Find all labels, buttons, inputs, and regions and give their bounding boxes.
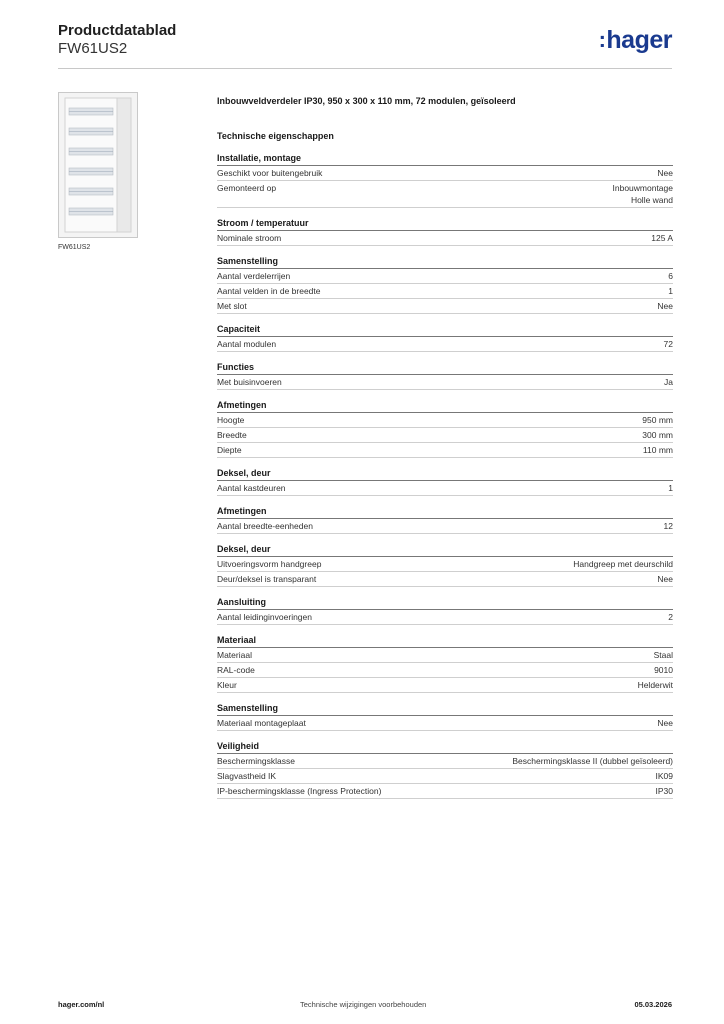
spec-row — [217, 716, 673, 731]
spec-row — [217, 610, 673, 625]
spec-value — [643, 444, 673, 456]
spec-value-line: 12 — [663, 521, 673, 531]
section-title: Deksel, deur — [217, 467, 673, 481]
spec-row — [217, 166, 673, 181]
spec-value — [654, 649, 673, 661]
spec-label: Aantal verdelerrijen — [217, 271, 291, 281]
spec-label: Nominale stroom — [217, 233, 282, 243]
spec-label: Slagvastheid IK — [217, 771, 277, 781]
spec-value-line: Beschermingsklasse II (dubbel geïsoleerd) — [512, 756, 673, 766]
spec-label: Gemonteerd op — [217, 183, 277, 193]
spec-row — [217, 663, 673, 678]
spec-section — [217, 740, 673, 799]
footer-disclaimer: Technische wijzigingen voorbehouden — [300, 1000, 427, 1009]
section-title: Materiaal — [217, 634, 673, 648]
spec-value-line: Handgreep met deurschild — [573, 559, 673, 569]
spec-row — [217, 443, 673, 458]
section-title: Stroom / temperatuur — [217, 217, 673, 231]
spec-label: Breedte — [217, 430, 247, 440]
spec-value-line: 300 mm — [642, 430, 673, 440]
spec-value-line: Ja — [664, 377, 673, 387]
spec-content — [217, 96, 673, 808]
spec-row — [217, 231, 673, 246]
spec-value — [656, 770, 674, 782]
section-title: Capaciteit — [217, 323, 673, 337]
spec-value — [657, 573, 673, 585]
header-divider — [58, 68, 672, 69]
section-title: Samenstelling — [217, 255, 673, 269]
spec-section — [217, 255, 673, 314]
spec-value — [668, 482, 673, 494]
spec-label: Aantal modulen — [217, 339, 277, 349]
spec-value-line: 6 — [668, 271, 673, 281]
spec-value-line: 950 mm — [642, 415, 673, 425]
section-title: Veiligheid — [217, 740, 673, 754]
spec-value-line: 1 — [668, 286, 673, 296]
spec-value — [573, 558, 673, 570]
spec-value-line: Nee — [657, 168, 673, 178]
spec-row — [217, 337, 673, 352]
spec-label: Met slot — [217, 301, 247, 311]
spec-row — [217, 284, 673, 299]
spec-section — [217, 152, 673, 208]
section-title: Afmetingen — [217, 399, 673, 413]
spec-value — [642, 429, 673, 441]
spec-section — [217, 596, 673, 625]
spec-value — [512, 755, 673, 767]
spec-row — [217, 181, 673, 208]
spec-row — [217, 648, 673, 663]
spec-value-line: Nee — [657, 718, 673, 728]
spec-row — [217, 519, 673, 534]
spec-value — [664, 520, 673, 532]
spec-value-line: Nee — [657, 301, 673, 311]
spec-section — [217, 505, 673, 534]
spec-label: RAL-code — [217, 665, 255, 675]
tech-properties-title: Technische eigenschappen — [217, 131, 334, 141]
spec-section — [217, 634, 673, 693]
spec-label: Materiaal montageplaat — [217, 718, 306, 728]
spec-row — [217, 413, 673, 428]
spec-row — [217, 557, 673, 572]
spec-label: Diepte — [217, 445, 242, 455]
spec-value-line: 2 — [668, 612, 673, 622]
footer-date: 05.03.2026 — [634, 1000, 672, 1009]
spec-label: Aantal breedte-eenheden — [217, 521, 313, 531]
spec-value-line: Nee — [657, 574, 673, 584]
spec-value — [668, 270, 673, 282]
spec-value — [668, 285, 673, 297]
spec-label: Kleur — [217, 680, 237, 690]
spec-section — [217, 361, 673, 390]
spec-label: Beschermingsklasse — [217, 756, 295, 766]
spec-row — [217, 769, 673, 784]
spec-value — [668, 611, 673, 623]
spec-sections — [217, 152, 673, 799]
product-image — [58, 92, 138, 238]
spec-value-line: 110 mm — [642, 445, 673, 455]
product-code: FW61US2 — [58, 40, 128, 57]
spec-row — [217, 678, 673, 693]
spec-label: IP-beschermingsklasse (Ingress Protection) — [217, 786, 382, 796]
spec-label: Aantal velden in de breedte — [217, 286, 321, 296]
spec-value-line: 1 — [668, 483, 673, 493]
section-title: Samenstelling — [217, 702, 673, 716]
spec-value-line: IP30 — [655, 786, 673, 796]
spec-value-line: Helderwit — [637, 680, 673, 690]
section-title: Afmetingen — [217, 505, 673, 519]
product-image-caption: FW61US2 — [58, 244, 91, 251]
spec-value — [664, 376, 673, 388]
spec-value — [657, 167, 673, 179]
section-title: Aansluiting — [217, 596, 673, 610]
spec-value-line: IK09 — [655, 771, 673, 781]
spec-value-line: 125 A — [651, 233, 673, 243]
spec-value — [656, 785, 674, 797]
spec-row — [217, 754, 673, 769]
spec-value-line: 72 — [663, 339, 673, 349]
spec-value — [664, 338, 673, 350]
spec-value — [638, 679, 673, 691]
section-title: Installatie, montage — [217, 152, 673, 166]
spec-label: Met buisinvoeren — [217, 377, 282, 387]
spec-row — [217, 784, 673, 799]
spec-label: Aantal leidinginvoeringen — [217, 612, 312, 622]
spec-row — [217, 481, 673, 496]
spec-label: Uitvoeringsvorm handgreep — [217, 559, 322, 569]
spec-section — [217, 467, 673, 496]
spec-value — [613, 182, 674, 206]
spec-section — [217, 323, 673, 352]
spec-value — [642, 414, 673, 426]
spec-value — [657, 300, 673, 312]
section-title: Deksel, deur — [217, 543, 673, 557]
spec-label: Deur/deksel is transparant — [217, 574, 317, 584]
spec-label: Hoogte — [217, 415, 245, 425]
spec-value-line: Staal — [653, 650, 673, 660]
spec-row — [217, 299, 673, 314]
spec-section — [217, 399, 673, 458]
spec-section — [217, 543, 673, 587]
spec-value — [651, 232, 673, 244]
spec-value — [654, 664, 673, 676]
spec-row — [217, 269, 673, 284]
spec-row — [217, 375, 673, 390]
product-headline: Inbouwveldverdeler IP30, 950 x 300 x 110 mm, 72 modulen, geïsoleerd — [217, 96, 516, 106]
spec-section — [217, 702, 673, 731]
document-header — [58, 22, 176, 58]
spec-label: Aantal kastdeuren — [217, 483, 286, 493]
spec-row — [217, 572, 673, 587]
spec-label: Geschikt voor buitengebruik — [217, 168, 323, 178]
spec-row — [217, 428, 673, 443]
spec-value-line: 9010 — [654, 665, 673, 675]
footer-website: hager.com/nl — [58, 1000, 105, 1009]
spec-value-line: Inbouwmontage — [612, 183, 673, 193]
spec-section — [217, 217, 673, 246]
hager-logo: :hager — [598, 26, 672, 54]
spec-label: Materiaal — [217, 650, 252, 660]
page-title: Productdatablad — [58, 22, 177, 39]
spec-value — [657, 717, 673, 729]
section-title: Functies — [217, 361, 673, 375]
spec-value-line: Holle wand — [630, 195, 673, 205]
